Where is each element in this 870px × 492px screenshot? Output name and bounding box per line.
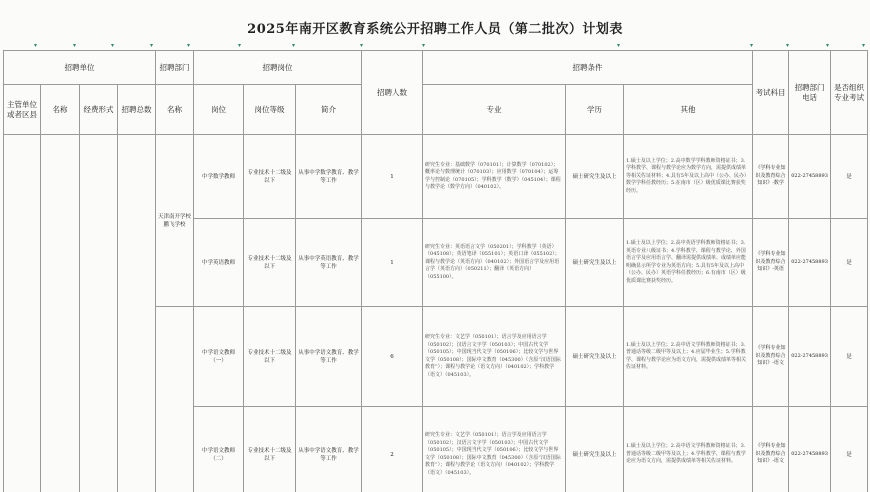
post-cell: 中学语文教师（二） bbox=[194, 407, 244, 492]
total-cell bbox=[118, 135, 156, 492]
level-cell: 专业技术十二级及以下 bbox=[244, 135, 296, 219]
headcount-cell: 6 bbox=[362, 307, 423, 407]
unit-name-header: 名称 bbox=[41, 85, 80, 135]
intro-cell: 从事中学语文教育、教学等工作 bbox=[296, 407, 362, 492]
major-cell: 研究生专业：基础数学（070101）；计算数学（070102）；概率论与数理统计（070103）；应用数学（070104）；运筹学与控制论（070105）；学科教学（数学）（045104）；课程与教学论（数学方向）（040102）。 bbox=[423, 135, 566, 219]
other-cell: 1.硕士及以上学位；2.高中语文学科教师资格证书；3.普通话等级二级甲等及以上；4.应届毕业生；5.学科教学、课程与教学论应为语文方向，需提供成绩单等相关佐证材料。 bbox=[624, 307, 753, 407]
intro-header: 简介 bbox=[296, 85, 362, 135]
dept-name-cell-empty bbox=[156, 307, 194, 492]
filter-dropdown-icon[interactable]: ▾ bbox=[34, 42, 38, 49]
major-cell: 研究生专业：文艺学（050101）；语言学及应用语言学（050102）；汉语言文字学（050103）；中国古代文学（050105）；中国现当代文学（050106）；比较文学与世界文学（050108）；国际中文教育（045300）（含原“汉语国际教育”）；课程与教学论（语文方向）（040102）；学科教学（语文）（045103）。 bbox=[423, 307, 566, 407]
dept-group-header: 招聘部门 bbox=[156, 51, 194, 85]
post-cell: 中学英语教师 bbox=[194, 219, 244, 307]
professional-exam-cell: 是 bbox=[831, 219, 868, 307]
post-group-header: 招聘岗位 bbox=[194, 51, 362, 85]
professional-exam-cell: 是 bbox=[831, 407, 868, 492]
exam-subject-cell: 《学科专业知识及教育综合知识》-数学 bbox=[753, 135, 789, 219]
post-header: 岗位 bbox=[194, 85, 244, 135]
education-cell: 硕士研究生及以上 bbox=[566, 307, 624, 407]
filter-dropdown-icon[interactable]: ▾ bbox=[826, 42, 830, 49]
phone-cell: 022-27458893 bbox=[789, 135, 831, 219]
intro-cell: 从事中学语文教育、教学等工作 bbox=[296, 307, 362, 407]
filter-dropdown-icon[interactable]: ▾ bbox=[786, 42, 790, 49]
headcount-cell: 1 bbox=[362, 135, 423, 219]
authority-header: 主管单位或者区县 bbox=[4, 85, 41, 135]
filter-dropdown-icon[interactable]: ▾ bbox=[73, 42, 77, 49]
header-row-1 bbox=[4, 51, 868, 85]
headcount-header: 招聘人数 bbox=[362, 51, 423, 135]
professional-exam-header: 是否组织专业考试 bbox=[831, 51, 868, 135]
intro-cell: 从事中学英语教育、教学等工作 bbox=[296, 219, 362, 307]
intro-cell: 从事中学数学教育、教学等工作 bbox=[296, 135, 362, 219]
phone-cell: 022-27458893 bbox=[789, 307, 831, 407]
filter-dropdown-icon[interactable]: ▾ bbox=[862, 42, 866, 49]
professional-exam-cell: 是 bbox=[831, 135, 868, 219]
phone-cell: 022-27458893 bbox=[789, 407, 831, 492]
filter-dropdown-icon[interactable]: ▾ bbox=[422, 42, 426, 49]
filter-dropdown-icon[interactable]: ▾ bbox=[150, 42, 154, 49]
major-cell: 研究生专业：英语语言文学（050201）；学科教学（英语）（045108）；英语笔译（055101）；英语口译（055102）；课程与教学论（英语方向）（040102）；外国语言学及应用语言学（英语方向）（050211）；翻译（英语方向）（055100）。 bbox=[423, 219, 566, 307]
phone-header: 招聘部门电话 bbox=[789, 51, 831, 135]
headcount-cell: 1 bbox=[362, 219, 423, 307]
other-header: 其他 bbox=[624, 85, 753, 135]
filter-dropdown-icon[interactable]: ▾ bbox=[292, 42, 296, 49]
other-cell: 1.硕士及以上学位；2.高中数学学科教师资格证书；3.学科教学、课程与教学论应为数学方向，需提供成绩单等相关佐证材料；4.具有5年及以上高中（公办、民办）数学学科任教经历；5.在南市（区）级优质课比赛获奖经历。 bbox=[624, 135, 753, 219]
filter-dropdown-icon[interactable]: ▾ bbox=[238, 42, 242, 49]
level-header: 岗位等级 bbox=[244, 85, 296, 135]
unit-group-header: 招聘单位 bbox=[4, 51, 156, 85]
header-row-2 bbox=[4, 85, 868, 135]
education-cell: 硕士研究生及以上 bbox=[566, 135, 624, 219]
post-cell: 中学数学教师 bbox=[194, 135, 244, 219]
education-cell: 硕士研究生及以上 bbox=[566, 219, 624, 307]
major-header: 专业 bbox=[423, 85, 566, 135]
filter-row bbox=[0, 42, 870, 50]
filter-dropdown-icon[interactable]: ▾ bbox=[617, 42, 621, 49]
dept-name-header: 名称 bbox=[156, 85, 194, 135]
exam-subject-cell: 《学科专业知识及教育综合知识》-语文 bbox=[753, 407, 789, 492]
professional-exam-cell: 是 bbox=[831, 307, 868, 407]
level-cell: 专业技术十二级及以下 bbox=[244, 219, 296, 307]
level-cell: 专业技术十二级及以下 bbox=[244, 307, 296, 407]
post-cell: 中学语文教师（一） bbox=[194, 307, 244, 407]
level-cell: 专业技术十二级及以下 bbox=[244, 407, 296, 492]
filter-dropdown-icon[interactable]: ▾ bbox=[111, 42, 115, 49]
exam-subject-cell: 《学科专业知识及教育综合知识》-英语 bbox=[753, 219, 789, 307]
dept-name-cell: 天津南开学校鹏飞学校 bbox=[156, 135, 194, 307]
funding-header: 经费形式 bbox=[80, 85, 118, 135]
funding-cell bbox=[80, 135, 118, 492]
other-cell: 1.硕士及以上学位；2.高中英语学科教师资格证书；3.英语专业八级证书；4.学科教学、课程与教学论、外国语言学及应用语言学、翻译需提供成绩单、成绩单应能明确显示所学专业为英语方向；5.具有5年及以上高中（公办、民办）英语学科任教经历；6.有南市（区）级优质课比赛获奖经历。 bbox=[624, 219, 753, 307]
major-cell: 研究生专业：文艺学（050101）；语言学及应用语言学（050102）；汉语言文字学（050103）；中国古代文学（050105）；中国现当代文学（050106）；比较文学与世界文学（050108）；国际中文教育（045300）（含原“汉语国际教育”）；课程与教学论（语文方向）（040102）；学科教学（语文）（045103）。 bbox=[423, 407, 566, 492]
table-row bbox=[4, 135, 868, 219]
authority-cell bbox=[4, 135, 41, 492]
filter-dropdown-icon[interactable]: ▾ bbox=[750, 42, 754, 49]
sheet-title: 2025年南开区教育系统公开招聘工作人员（第二批次）计划表 bbox=[247, 22, 623, 37]
recruitment-plan-table bbox=[3, 50, 868, 492]
conditions-group-header: 招聘条件 bbox=[423, 51, 753, 85]
other-cell: 1.硕士及以上学位；2.高中语文学科教师资格证书；3.普通话等级二级甲等及以上；4.学科教学、课程与教学论应为语文方向，需提供成绩单等相关佐证材料。 bbox=[624, 407, 753, 492]
unit-name-cell bbox=[41, 135, 80, 492]
headcount-cell: 2 bbox=[362, 407, 423, 492]
exam-subject-header: 考试科目 bbox=[753, 51, 789, 135]
filter-dropdown-icon[interactable]: ▾ bbox=[360, 42, 364, 49]
filter-dropdown-icon[interactable]: ▾ bbox=[187, 42, 191, 49]
education-header: 学历 bbox=[566, 85, 624, 135]
exam-subject-cell: 《学科专业知识及教育综合知识》-语文 bbox=[753, 307, 789, 407]
total-header: 招聘总数 bbox=[118, 85, 156, 135]
education-cell: 硕士研究生及以上 bbox=[566, 407, 624, 492]
phone-cell: 022-27458893 bbox=[789, 219, 831, 307]
